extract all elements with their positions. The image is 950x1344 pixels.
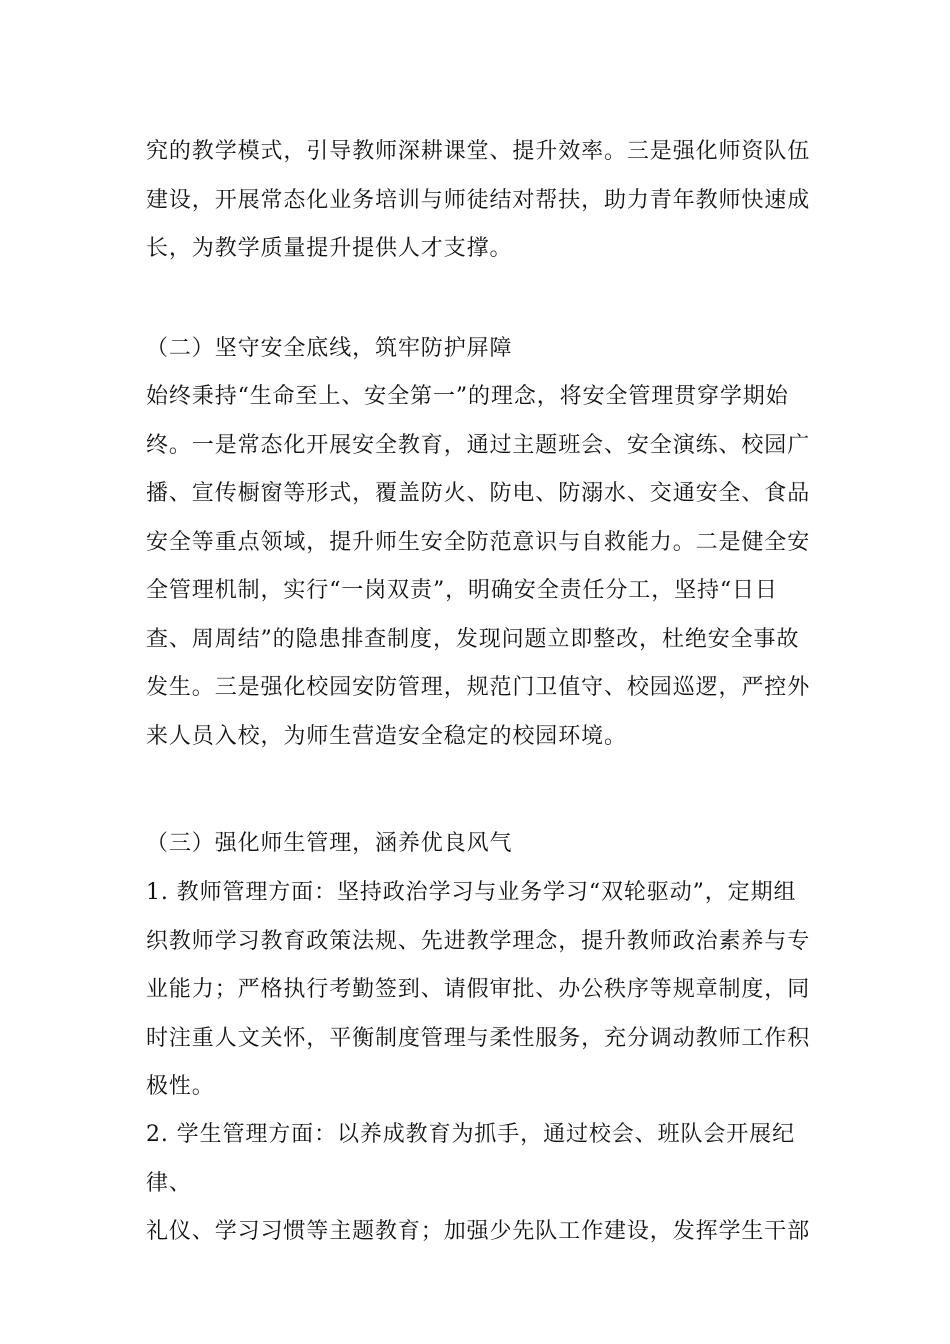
- paragraph-student-management: 2. 学生管理方面：以养成教育为抓手，通过校会、班队会开展纪律、 礼仪、学习习惯等主题教育；加强少先队工作建设，发挥学生干部: [146, 1122, 811, 1244]
- section-heading-management: （三）强化师生管理，涵养优良风气: [146, 831, 513, 856]
- paragraph-teaching-quality: 究的教学模式，引导教师深耕课堂、提升效率。三是强化师资队伍 建设，开展常态化业务培训与师徒结对帮扶，助力青年教师快速成 长，为教学质量提升提供人才支撑。: [146, 139, 811, 261]
- paragraph-teacher-management: 1. 教师管理方面：坚持政治学习与业务学习“双轮驱动”，定期组 织教师学习教育政策法规、先进教学理念，提升教师政治素养与专 业能力；严格执行考勤签到、请假审批、办公秩序等规章制度，同 时注重人文关怀，平衡制度管理与柔性服务，充分调动教师工作积 极性。: [146, 880, 811, 1099]
- paragraph-safety: 始终秉持“生命至上、安全第一”的理念，将安全管理贯穿学期始 终。一是常态化开展安全教育，通过主题班会、安全演练、校园广 播、宣传橱窗等形式，覆盖防火、防电、防溺水、交通安全、食品 安全等重点领域，提升师生安全防范意识与自救能力。二是健全安 全管理机制，实行“一岗双责”，明确安全责任分工，坚持“日日 查、周周结”的隐患排查制度，发现问题立即整改，杜绝安全事故 发生。三是强化校园安防管理，规范门卫值守、校园巡逻，严控外 来人员入校，为师生营造安全稳定的校园环境。: [146, 384, 811, 749]
- section-heading-safety: （二）坚守安全底线，筑牢防护屏障: [146, 336, 513, 361]
